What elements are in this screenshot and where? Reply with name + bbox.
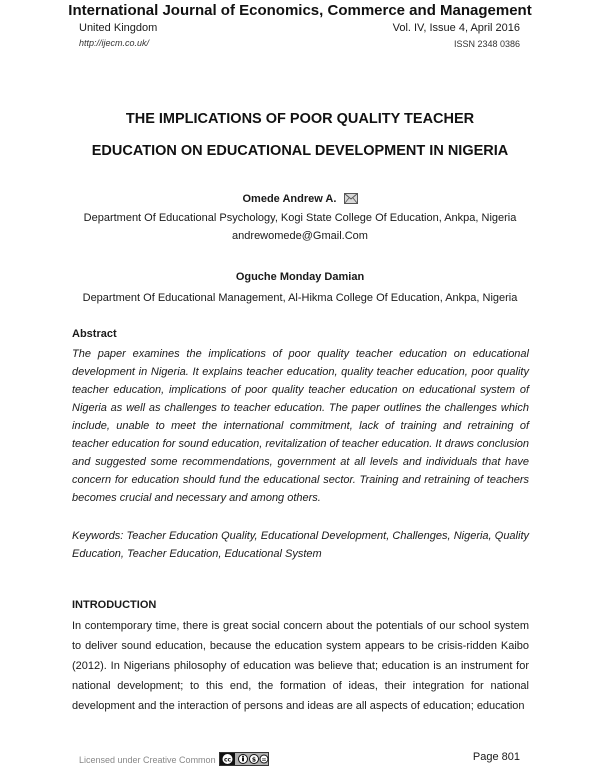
abstract-text: The paper examines the implications of poor quality teacher education on educational development in Nigeria. It explains teacher education, quality teacher education, poor quality teacher education, implications of poor quality teacher education on educational system of Nigeria as well as challenges to teacher education. The paper outlines the challenges which include, unable to meet the international commitment, lack of training and retraining of teacher education for sound education, revitalization of teacher education. It draws conclusion and suggested some recommendations, government at all levels and individuals that have concern for education should fund the educational sector. Training and retraining of teachers becomes crucial and necessary and among others.	[72, 348, 529, 504]
journal-url[interactable]: http://ijecm.co.uk/	[79, 38, 150, 48]
abstract-heading: Abstract	[72, 328, 117, 340]
license-text: Licensed under Creative Common	[79, 755, 216, 765]
paper-title-line-2: EDUCATION ON EDUCATIONAL DEVELOPMENT IN NIGERIA	[91, 143, 509, 159]
svg-text:$: $	[252, 756, 257, 764]
author-1-email[interactable]: andrewomede@Gmail.Com	[232, 230, 368, 242]
paper-title	[40, 103, 560, 167]
author-1-name: Omede Andrew A.	[242, 193, 337, 205]
author-1	[0, 193, 600, 207]
author-2-name: Oguche Monday Damian	[235, 271, 365, 283]
svg-text:=: =	[261, 756, 267, 764]
introduction-heading: INTRODUCTION	[72, 599, 157, 611]
journal-location: United Kingdom	[79, 22, 158, 34]
svg-text:cc: cc	[224, 756, 232, 764]
journal-issn: ISSN 2348 0386	[453, 39, 520, 49]
journal-title: International Journal of Economics, Commerce and Management	[68, 2, 532, 19]
author-2-affiliation: Department Of Educational Management, Al-Hikma College Of Education, Ankpa, Nigeria	[82, 292, 518, 304]
keywords: Keywords: Teacher Education Quality, Educational Development, Challenges, Nigeria, Quality Education, Teacher Education, Educational System	[72, 530, 529, 560]
introduction-text: In contemporary time, there is great social concern about the potentials of our school system to deliver sound education, because the education system appears to be crisis-ridden Kaibo (2012). In Nigerians philosophy of education was believe that; education is an instrument for national development; to this end, the formation of ideas, their integration for national development and the interaction of persons and ideas are all aspects of education; education	[72, 620, 529, 712]
paper-title-line-1: THE IMPLICATIONS OF POOR QUALITY TEACHER	[125, 111, 475, 127]
journal-volume: Vol. IV, Issue 4, April 2016	[392, 22, 520, 34]
creative-commons-badge-icon[interactable]	[219, 752, 269, 768]
author-1-affiliation: Department Of Educational Psychology, Kogi State College Of Education, Ankpa, Nigeria	[83, 212, 517, 224]
license-note	[79, 752, 269, 768]
page-number: Page 801	[472, 751, 520, 763]
mail-icon[interactable]	[344, 193, 358, 207]
